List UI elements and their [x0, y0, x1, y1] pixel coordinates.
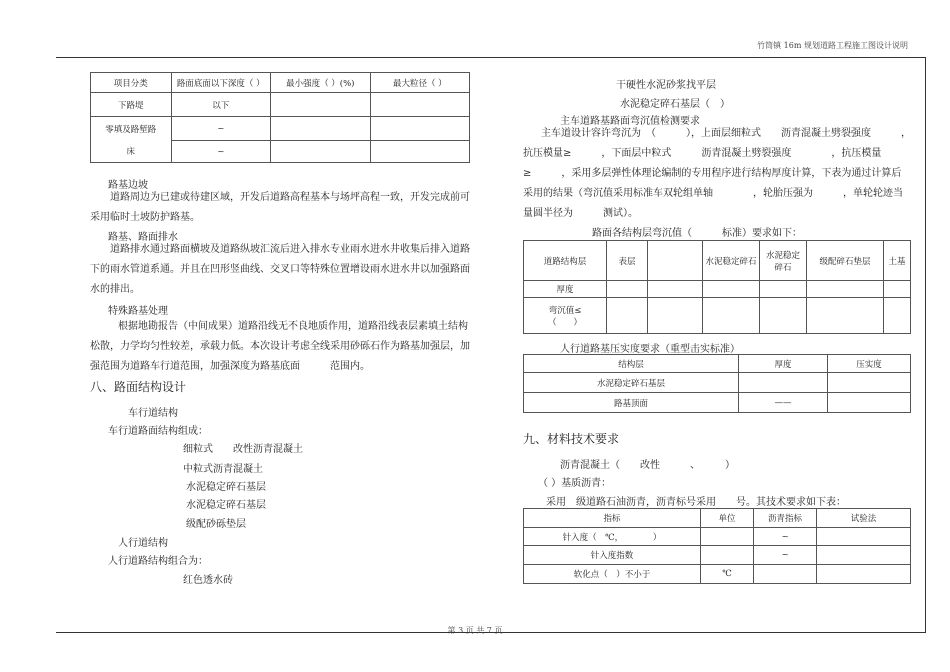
compaction-table — [523, 354, 911, 413]
section-title: 主车道路基路面弯沉值检测要求 — [560, 116, 700, 127]
table-header: 最大粒径（ ） — [370, 73, 469, 93]
table-header: 水泥稳定碎石 — [703, 241, 760, 281]
section-title: 特殊路基处理 — [108, 306, 168, 317]
table-cell: ~ — [754, 528, 817, 546]
table-header: 项目分类 — [91, 73, 172, 93]
layer-item: 水泥稳定碎石基层 — [186, 500, 266, 511]
paragraph: 道路周边为已建或待建区域，开发后道路高程基本与场坪高程一致，开发完成前可采用临时土坡防护路基。 — [90, 192, 470, 223]
table-cell — [524, 298, 607, 334]
deflection-unit: （ ） — [547, 317, 582, 328]
subsection-title: （ ）基质沥青： — [538, 478, 612, 489]
table-cell — [701, 528, 754, 546]
table-cell: 水泥稳定碎石基层 — [524, 373, 739, 393]
table-cell — [270, 117, 370, 141]
table-cell — [370, 117, 469, 141]
table-header: 压实度 — [828, 355, 911, 373]
subsection-title: 车行道结构 — [128, 408, 178, 419]
paragraph: 主车道设计容许弯沉为 （ ），上面层细粒式 沥青混凝土劈裂强度 ，抗压模量≥ ，下面层中粒式 沥青混凝土劈裂强度 ，抗压模量≥ ，采用多层弹性体理论编制的专用程序进行结构厚度计算，下表为通过计算后采用的结果（弯沉值采用标准车双轮组单轴 ，轮胎压强为 ，单轮轮迹当量圆半径为 测试）。 — [523, 128, 911, 219]
table-cell — [370, 93, 469, 117]
table-cell: 下路堤 — [91, 93, 172, 117]
section-title: 路基边坡 — [108, 180, 148, 191]
subsection-title: 人行道结构 — [118, 538, 168, 549]
table-cell: ~ — [754, 546, 817, 565]
table-header: 试验法 — [817, 509, 911, 528]
page-header: 竹筒镇 16m 规划道路工程施工图设计说明 — [757, 41, 908, 50]
section-heading: 八、路面结构设计 — [90, 380, 187, 394]
table-caption: 路面各结构层弯沉值（ 标准）要求如下： — [592, 228, 802, 239]
table-cell: 零填及路堑路 — [91, 117, 172, 141]
layer-item: 中粒式沥青混凝土 — [183, 464, 263, 475]
table-header — [648, 241, 703, 281]
table-cell — [270, 93, 370, 117]
table-cell — [828, 373, 911, 393]
layer-item: 干硬性水泥砂浆找平层 — [616, 80, 716, 91]
deflection-label: 弯沉值≤ — [548, 305, 582, 316]
table-cell: ℃ — [701, 565, 754, 584]
table-header: 最小强度（ ）(%) — [270, 73, 370, 93]
paragraph: 车行道路面结构组成： — [108, 426, 208, 437]
table-cell — [754, 565, 817, 584]
deflection-table — [523, 240, 911, 334]
table-cell — [817, 546, 911, 565]
layer-item: 红色透水砖 — [183, 575, 233, 586]
section-title: 路基、路面排水 — [108, 232, 178, 243]
paragraph: 根据地勘报告（中间成果）道路沿线无不良地质作用，道路沿线表层素填土结构松散，力学均匀性较差，承载力低。本次设计考虑全线采用砂砾石作为路基加强层，加强范围为道路车行道范围，加强深度为路基底面 范围内。 — [90, 321, 470, 372]
table-cell — [739, 373, 828, 393]
table-cell: 厚度 — [524, 281, 607, 298]
table-header: 单位 — [701, 509, 754, 528]
table-header: 土基 — [884, 241, 911, 281]
table-caption: 人行道路基压实度要求（重型击实标准） — [560, 344, 740, 355]
table-cell — [817, 565, 911, 584]
table-header: 表层 — [607, 241, 648, 281]
layer-item: 水泥稳定碎石基层 — [186, 482, 266, 493]
table-header: 指标 — [524, 509, 701, 528]
layer-item: 级配砂砾垫层 — [186, 519, 246, 530]
table-header: 厚度 — [739, 355, 828, 373]
table-cell: 针入度（ ℃， ） — [524, 528, 701, 546]
table-cell — [828, 393, 911, 413]
paragraph: 道路排水通过路面横坡及道路纵坡汇流后进入排水专业雨水进水井收集后排入道路下的雨水管道系通。并且在凹形竖曲线、交叉口等特殊位置增设雨水进水井以加强路面水的排出。 — [90, 244, 470, 295]
section-heading: 九、材料技术要求 — [523, 432, 620, 446]
table-cell — [270, 141, 370, 163]
table-cell — [817, 528, 911, 546]
table-cell: ~ — [171, 117, 270, 141]
table-cell — [701, 546, 754, 565]
table-header: 结构层 — [524, 355, 739, 373]
table-header: 水泥稳定碎石 — [760, 241, 807, 281]
paragraph: 人行道路结构组合为： — [108, 556, 208, 567]
table-cell: 针入度指数 — [524, 546, 701, 565]
page-footer: 第 3 页 共 7 页 — [447, 626, 503, 635]
subsection-title: 沥青混凝土（ 改性 、 ） — [560, 460, 735, 471]
asphalt-spec-table — [523, 508, 911, 584]
table-cell: 软化点（ ）不小于 — [524, 565, 701, 584]
table-header: 道路结构层 — [524, 241, 607, 281]
layer-item: 细粒式 改性沥青混凝土 — [183, 444, 303, 455]
table-header: 沥青指标 — [754, 509, 817, 528]
table-header: 路面底面以下深度（ ） — [171, 73, 270, 93]
table-cell — [370, 141, 469, 163]
table-header: 级配碎石垫层 — [807, 241, 884, 281]
paragraph: 采用 级道路石油沥青，沥青标号采用 号。其技术要求如下表： — [546, 497, 846, 508]
layer-item: 水泥稳定碎石基层（ ） — [620, 99, 730, 110]
table-cell: 路基顶面 — [524, 393, 739, 413]
roadbed-fill-table — [90, 72, 470, 163]
table-cell: —— — [739, 393, 828, 413]
table-cell: 以下 — [171, 93, 270, 117]
table-cell: ~ — [171, 141, 270, 163]
table-cell: 床 — [91, 141, 172, 163]
